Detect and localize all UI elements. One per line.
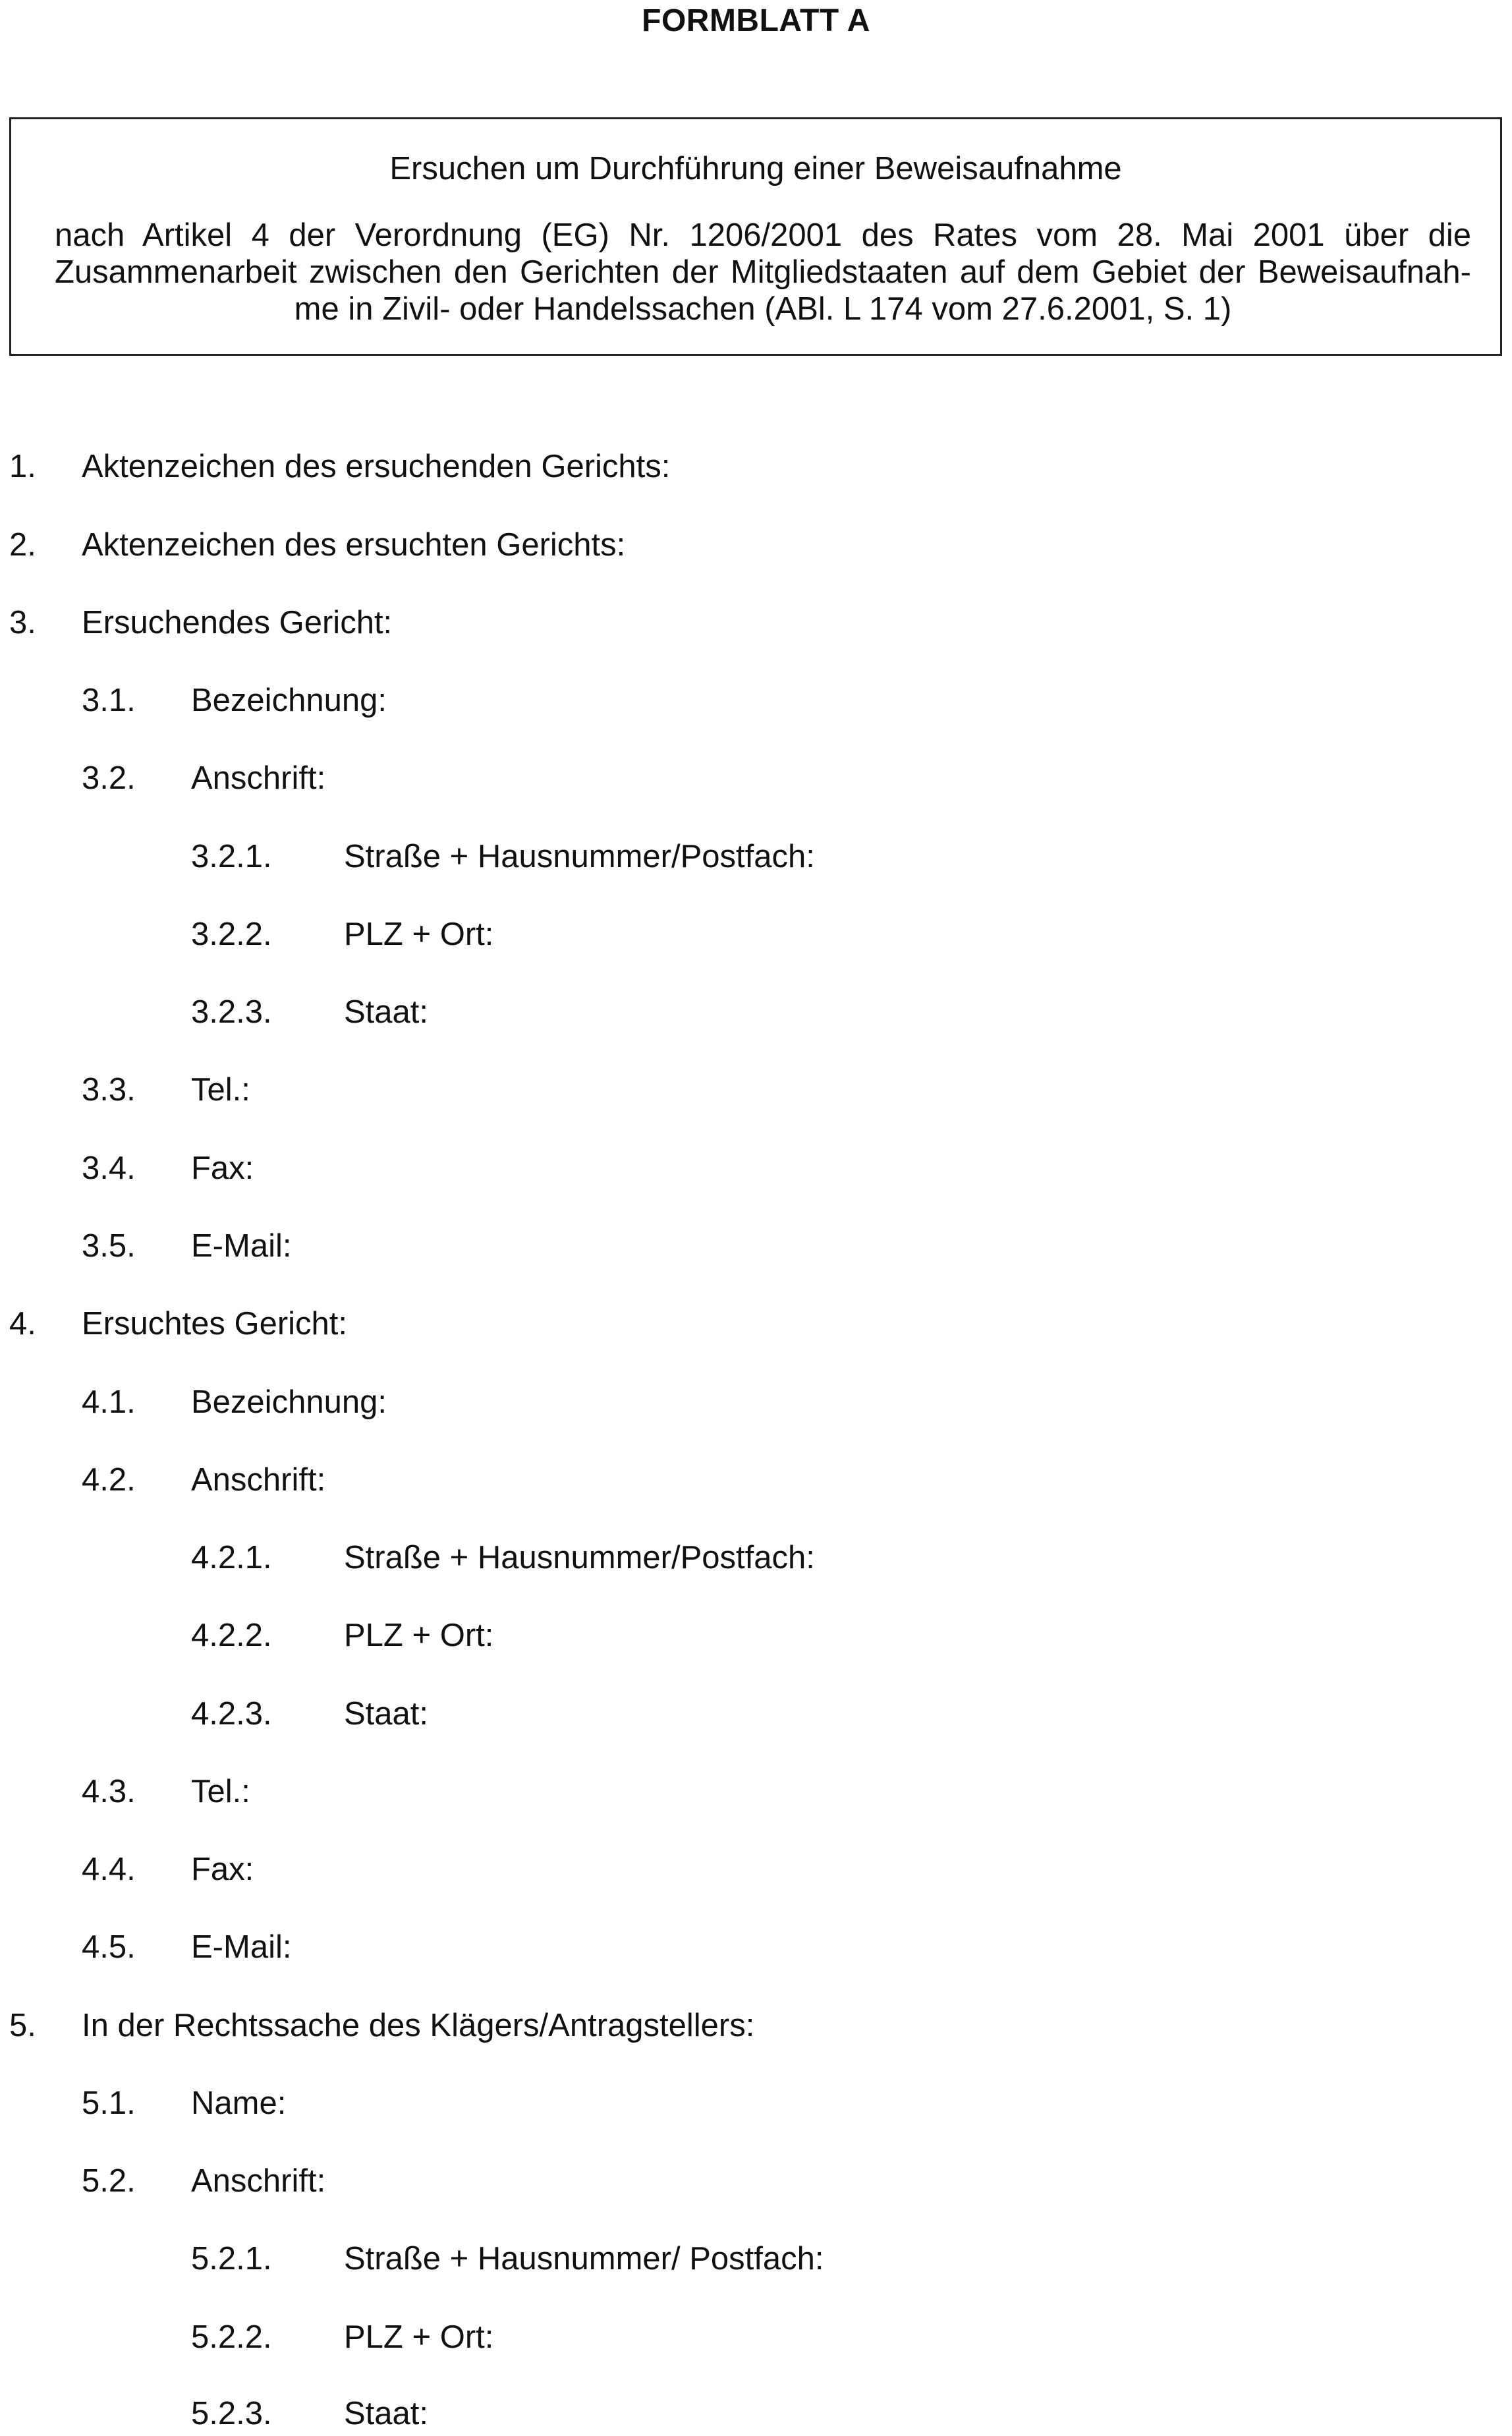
form-title: FORMBLATT A bbox=[642, 3, 870, 38]
item-label: Aktenzeichen des ersuchenden Gerichts: bbox=[82, 449, 671, 484]
item-label: Anschrift: bbox=[191, 1462, 326, 1498]
item-label: Tel.: bbox=[191, 1774, 250, 1809]
item-label: Anschrift: bbox=[191, 2163, 326, 2199]
item-number: 5.2.3. bbox=[191, 2396, 272, 2431]
item-number: 5. bbox=[9, 2008, 36, 2043]
item-label: Tel.: bbox=[191, 1072, 250, 1108]
item-number: 3.2.1. bbox=[191, 839, 272, 874]
item-number: 4.2.1. bbox=[191, 1540, 272, 1575]
item-number: 3.1. bbox=[82, 683, 136, 718]
item-label: PLZ + Ort: bbox=[344, 2319, 494, 2355]
item-label: PLZ + Ort: bbox=[344, 917, 494, 952]
item-label: Staat: bbox=[344, 2396, 429, 2431]
item-number: 5.2.1. bbox=[191, 2241, 272, 2277]
item-number: 4. bbox=[9, 1306, 36, 1342]
item-number: 4.4. bbox=[82, 1852, 136, 1887]
item-number: 4.2.2. bbox=[191, 1618, 272, 1653]
item-number: 5.1. bbox=[82, 2085, 136, 2121]
item-number: 2. bbox=[9, 527, 36, 563]
item-number: 3.4. bbox=[82, 1150, 136, 1186]
item-number: 3.2.3. bbox=[191, 994, 272, 1030]
item-label: E-Mail: bbox=[191, 1228, 292, 1264]
item-number: 5.2.2. bbox=[191, 2319, 272, 2355]
item-number: 3.3. bbox=[82, 1072, 136, 1108]
item-label: Straße + Hausnummer/Postfach: bbox=[344, 1540, 815, 1575]
item-label: Fax: bbox=[191, 1150, 254, 1186]
item-label: Bezeichnung: bbox=[191, 683, 387, 718]
item-label: Anschrift: bbox=[191, 760, 326, 796]
item-label: Aktenzeichen des ersuchten Gerichts: bbox=[82, 527, 626, 563]
item-label: Staat: bbox=[344, 994, 429, 1030]
item-label: PLZ + Ort: bbox=[344, 1618, 494, 1653]
item-number: 4.1. bbox=[82, 1384, 136, 1420]
item-label: Staat: bbox=[344, 1696, 429, 1732]
item-label: Ersuchtes Gericht: bbox=[82, 1306, 348, 1342]
item-number: 4.3. bbox=[82, 1774, 136, 1809]
regulation-reference: nach Artikel 4 der Verordnung (EG) Nr. 1206/2001 des Rates vom 28. Mai 2001 über die Zusammenarbeit zwischen den Gerichten der Mitgliedstaaten auf dem Gebiet der Beweisaufnahme in Zivil- oder Handelssachen (ABl. L 174 vom 27.6.2001, S. 1) bbox=[55, 217, 1471, 327]
item-number: 3.5. bbox=[82, 1228, 136, 1264]
item-label: Straße + Hausnummer/ Postfach: bbox=[344, 2241, 824, 2277]
request-title: Ersuchen um Durchführung einer Beweisaufnahme bbox=[389, 151, 1122, 186]
item-number: 3. bbox=[9, 605, 36, 640]
item-label: Name: bbox=[191, 2085, 287, 2121]
item-label: In der Rechtssache des Klägers/Antragstellers: bbox=[82, 2008, 755, 2043]
header-box bbox=[9, 117, 1502, 356]
item-label: Fax: bbox=[191, 1852, 254, 1887]
item-label: Bezeichnung: bbox=[191, 1384, 387, 1420]
item-number: 3.2. bbox=[82, 760, 136, 796]
item-number: 4.5. bbox=[82, 1929, 136, 1965]
item-label: Ersuchendes Gericht: bbox=[82, 605, 393, 640]
item-label: Straße + Hausnummer/Postfach: bbox=[344, 839, 815, 874]
item-number: 4.2.3. bbox=[191, 1696, 272, 1732]
item-number: 4.2. bbox=[82, 1462, 136, 1498]
item-number: 3.2.2. bbox=[191, 917, 272, 952]
item-number: 5.2. bbox=[82, 2163, 136, 2199]
item-number: 1. bbox=[9, 449, 36, 484]
item-label: E-Mail: bbox=[191, 1929, 292, 1965]
